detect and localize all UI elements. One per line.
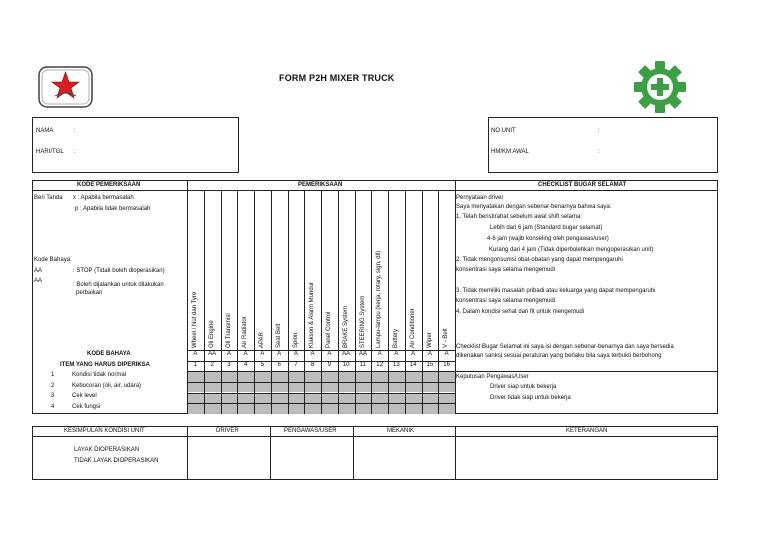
check-cell[interactable] [322, 383, 338, 393]
checklist-heading: CHECKLIST BUGAR SELAMAT [538, 182, 627, 188]
inspection-column-label: STEERING System [359, 295, 366, 348]
mekanik-heading: MEKANIK [387, 428, 415, 434]
item-label: Cek level [72, 393, 97, 400]
aa-text-2b: perbaikan [76, 290, 103, 296]
inspection-column-code: A [260, 351, 265, 357]
check-cell[interactable] [272, 383, 288, 393]
item-label: Kondisi tidak normal [72, 372, 127, 378]
check-cell[interactable] [305, 372, 321, 382]
checklist-intro: Saya menyatakan dengan sebenar-benarnya bahwa saya: [456, 204, 612, 210]
check-cell[interactable] [222, 393, 238, 403]
inspection-column-number: 9 [327, 362, 332, 368]
inspection-column-code: AA [208, 351, 217, 357]
check-cell[interactable] [188, 372, 204, 382]
inspection-column-number: 11 [359, 362, 366, 368]
check-cell[interactable] [406, 393, 422, 403]
keputusan-tidak-siap: Driver tidak siap untuk bekerja [490, 395, 571, 401]
hm-label: HM/KM AWAL [491, 149, 529, 155]
check-cell[interactable] [439, 393, 455, 403]
inspection-column-number: 8 [310, 362, 315, 368]
checklist-q3b: konsentrasi saya selama mengemudi [456, 298, 556, 304]
check-cell[interactable] [205, 404, 221, 414]
checklist-q1a: Lebih dari 6 jam (Standard bugar selamat) [490, 225, 603, 231]
check-cell[interactable] [322, 393, 338, 403]
check-cell[interactable] [356, 383, 372, 393]
inspection-column-code: A [293, 351, 298, 357]
item-number: 4 [51, 404, 55, 411]
keputusan-siap: Driver siap untuk bekerja [490, 384, 557, 390]
inspection-column-number: 1 [193, 362, 198, 368]
check-cell[interactable] [289, 372, 305, 382]
inspection-column-number: 14 [409, 362, 417, 368]
inspection-column-code: A [411, 351, 416, 357]
inspection-column-number: 2 [210, 362, 214, 368]
check-cell[interactable] [255, 383, 271, 393]
company-logo [38, 66, 93, 108]
inspection-column-number: 5 [260, 362, 265, 368]
keputusan-label: Keputusan Pengawas/User [456, 374, 529, 380]
check-cell[interactable] [356, 372, 372, 382]
check-cell[interactable] [406, 383, 422, 393]
check-cell[interactable] [188, 393, 204, 403]
inspection-column-number: 15 [426, 362, 434, 368]
check-cell[interactable] [389, 404, 405, 414]
tidak-layak-option: TIDAK LAYAK DIOPERASIKAN [74, 458, 159, 464]
hm-colon: : [598, 149, 600, 155]
green-gear-plus-icon [633, 60, 687, 114]
inspection-column-code: A [226, 351, 231, 357]
aa-code-2: AA [34, 278, 43, 284]
checklist-q2a: 2. Tidak mengonsumsi obat-obatan yang dapat mempengaruhi [456, 257, 623, 263]
check-cell[interactable] [188, 404, 204, 414]
inspection-column-label: V - Belt [443, 328, 450, 348]
inspection-column-code: A [444, 351, 449, 357]
inspection-column-number: 12 [376, 362, 383, 368]
inspection-column-code: A [193, 351, 198, 357]
check-cell[interactable] [389, 372, 405, 382]
item-number: 3 [51, 393, 55, 400]
item-number: 1 [51, 372, 55, 378]
checklist-q1c: Kurang dari 4 jam (Tidak diperbolehkan mengoperasikan unit) [489, 247, 654, 253]
header-left-box [32, 117, 239, 173]
checklist-q1b: 4-6 jam (wajib konseling oleh pengawas/user) [487, 236, 609, 242]
x-legend: x : Apabila bermasalah [73, 195, 134, 201]
inspection-column-code: A [427, 351, 432, 357]
kesimpulan-heading: KESIMPULAN KONDISI UNIT [64, 428, 145, 434]
check-cell[interactable] [372, 393, 388, 403]
no-unit-colon: : [598, 128, 600, 134]
check-cell[interactable] [305, 404, 321, 414]
pernyataan-text: Pernyataan driver [456, 195, 504, 201]
kode-bahaya-label: Kode Bahaya: [34, 257, 72, 263]
checklist-q2b: konsentrasi saya selama mengemudi [456, 267, 556, 273]
check-cell[interactable] [423, 393, 439, 403]
check-cell[interactable] [255, 372, 271, 382]
inspection-column-label: Wheel / Nut dan Tyre [192, 291, 198, 348]
check-cell[interactable] [423, 404, 439, 414]
item-label: Kebocoran (oli, air, udara) [72, 382, 142, 389]
check-cell[interactable] [305, 383, 321, 393]
check-cell[interactable] [222, 383, 238, 393]
inspection-column-number: 4 [243, 362, 248, 368]
check-cell[interactable] [389, 383, 405, 393]
item-heading: ITEM YANG HARUS DIPERIKSA [60, 362, 151, 368]
inspection-column-label: Spion [292, 332, 299, 348]
inspection-column-label: Air Conditioner [409, 308, 416, 348]
check-cell[interactable] [222, 404, 238, 414]
inspection-column-label: Battery [393, 328, 399, 348]
check-cell[interactable] [423, 372, 439, 382]
inspection-column-number: 10 [342, 362, 350, 368]
check-cell[interactable] [272, 393, 288, 403]
check-cell[interactable] [339, 393, 355, 403]
inspection-column-label: Klakson & Alarm Mundur [309, 281, 316, 348]
nama-colon: : [74, 128, 76, 134]
inspection-column-number: 13 [393, 362, 400, 368]
check-cell[interactable] [272, 404, 288, 414]
check-cell[interactable] [322, 404, 338, 414]
inspection-column-label: Lampu-lampu (kerja, rotary, sign, dll) [376, 250, 383, 348]
check-cell[interactable] [339, 404, 355, 414]
check-cell[interactable] [289, 404, 305, 414]
kode-pemeriksaan-heading: KODE PEMERIKSAAN [77, 182, 141, 188]
hari-label: HARI/TGL [36, 149, 64, 155]
check-cell[interactable] [238, 383, 254, 393]
no-unit-label: NO UNIT [491, 128, 516, 134]
inspection-column-label: Wiper [426, 332, 433, 348]
hari-colon: : [74, 149, 76, 155]
check-cell[interactable] [305, 393, 321, 403]
check-cell[interactable] [222, 372, 238, 382]
check-cell[interactable] [372, 404, 388, 414]
aa-code-1: AA [34, 268, 43, 274]
check-cell[interactable] [439, 404, 455, 414]
inspection-column-number: 16 [443, 362, 450, 368]
inspection-column-code: AA [358, 351, 367, 357]
inspection-column-label: Seat Belt [275, 323, 282, 348]
inspection-column-number: 7 [294, 362, 298, 368]
checklist-q3a: 3. Tidak memiliki masalah pribadi atau keluarga yang dapat mempengaruhi [456, 288, 656, 294]
check-cell[interactable] [423, 383, 439, 393]
item-label: Cek fungsi [72, 404, 101, 411]
check-cell[interactable] [356, 393, 372, 403]
inspection-column-label: BRAKE System [342, 305, 349, 348]
check-cell[interactable] [289, 393, 305, 403]
check-cell[interactable] [255, 393, 271, 403]
check-cell[interactable] [339, 383, 355, 393]
check-cell[interactable] [188, 383, 204, 393]
inspection-column-label: Oli Engine [208, 320, 215, 348]
check-cell[interactable] [406, 404, 422, 414]
inspection-column-code: A [377, 351, 382, 357]
checklist-q1: 1. Telah beristirahat sebelum awal shift selama: [456, 214, 582, 220]
inspection-column-label: Oli Transmisi [225, 313, 232, 348]
aa-text-2a: : Boleh dijalankan untuk dilakukan [73, 282, 164, 288]
checklist-note-2: dikenakan sanksi sesuai peraturan yang berlaku bila saya terbukti berbohong [456, 353, 662, 359]
checklist-q4: 4. Dalam kondisi sehat dan fit untuk mengemudi [456, 309, 585, 315]
header-right-box [488, 117, 718, 173]
inspection-column-code: A [277, 351, 282, 357]
check-cell[interactable] [238, 372, 254, 382]
item-number: 2 [51, 382, 55, 389]
inspection-column-number: 6 [277, 362, 281, 368]
check-cell[interactable] [289, 383, 305, 393]
pemeriksaan-heading: PEMERIKSAAN [298, 182, 343, 188]
check-cell[interactable] [339, 372, 355, 382]
p-legend: p : Apabila tidak bermasalah [75, 206, 151, 212]
form-title: FORM P2H MIXER TRUCK [279, 73, 395, 83]
layak-option: LAYAK DIOPERASIKAN [74, 447, 140, 453]
check-cell[interactable] [238, 393, 254, 403]
inspection-column-code: A [394, 351, 399, 357]
check-cell[interactable] [372, 372, 388, 382]
inspection-column-code: A [310, 351, 315, 357]
check-cell[interactable] [439, 372, 455, 382]
inspection-column-code: A [243, 351, 248, 357]
inspection-column-label: Air Radiator [242, 316, 249, 348]
nama-label: NAMA [36, 128, 54, 134]
check-cell[interactable] [439, 383, 455, 393]
kode-bahaya-heading: KODE BAHAYA [87, 351, 131, 357]
check-cell[interactable] [389, 393, 405, 403]
check-cell[interactable] [272, 372, 288, 382]
inspection-column-label: Panel Control [326, 311, 332, 348]
check-cell[interactable] [322, 372, 338, 382]
inspection-column-code: A [327, 351, 332, 357]
pengawas-heading: PENGAWAS/USER [284, 428, 337, 434]
check-cell[interactable] [205, 383, 221, 393]
check-cell[interactable] [205, 393, 221, 403]
driver-heading: DRIVER [216, 428, 239, 434]
beri-tanda-label: Beri Tanda [34, 195, 63, 201]
check-cell[interactable] [205, 372, 221, 382]
inspection-column-number: 3 [227, 362, 231, 368]
keterangan-heading: KETERANGAN [566, 428, 608, 434]
check-cell[interactable] [406, 372, 422, 382]
check-cell[interactable] [372, 383, 388, 393]
check-cell[interactable] [255, 404, 271, 414]
check-cell[interactable] [356, 404, 372, 414]
checklist-note-1: Checklist Bugar Selamat ini saya isi dengan sebenar-benarnya dan saya bersedia [456, 344, 674, 350]
aa-text-1: : STOP (Tidak boleh dioperasikan) [73, 268, 165, 274]
check-cell[interactable] [238, 404, 254, 414]
inspection-column-label: APAR [259, 332, 265, 348]
inspection-column-code: AA [342, 351, 351, 357]
